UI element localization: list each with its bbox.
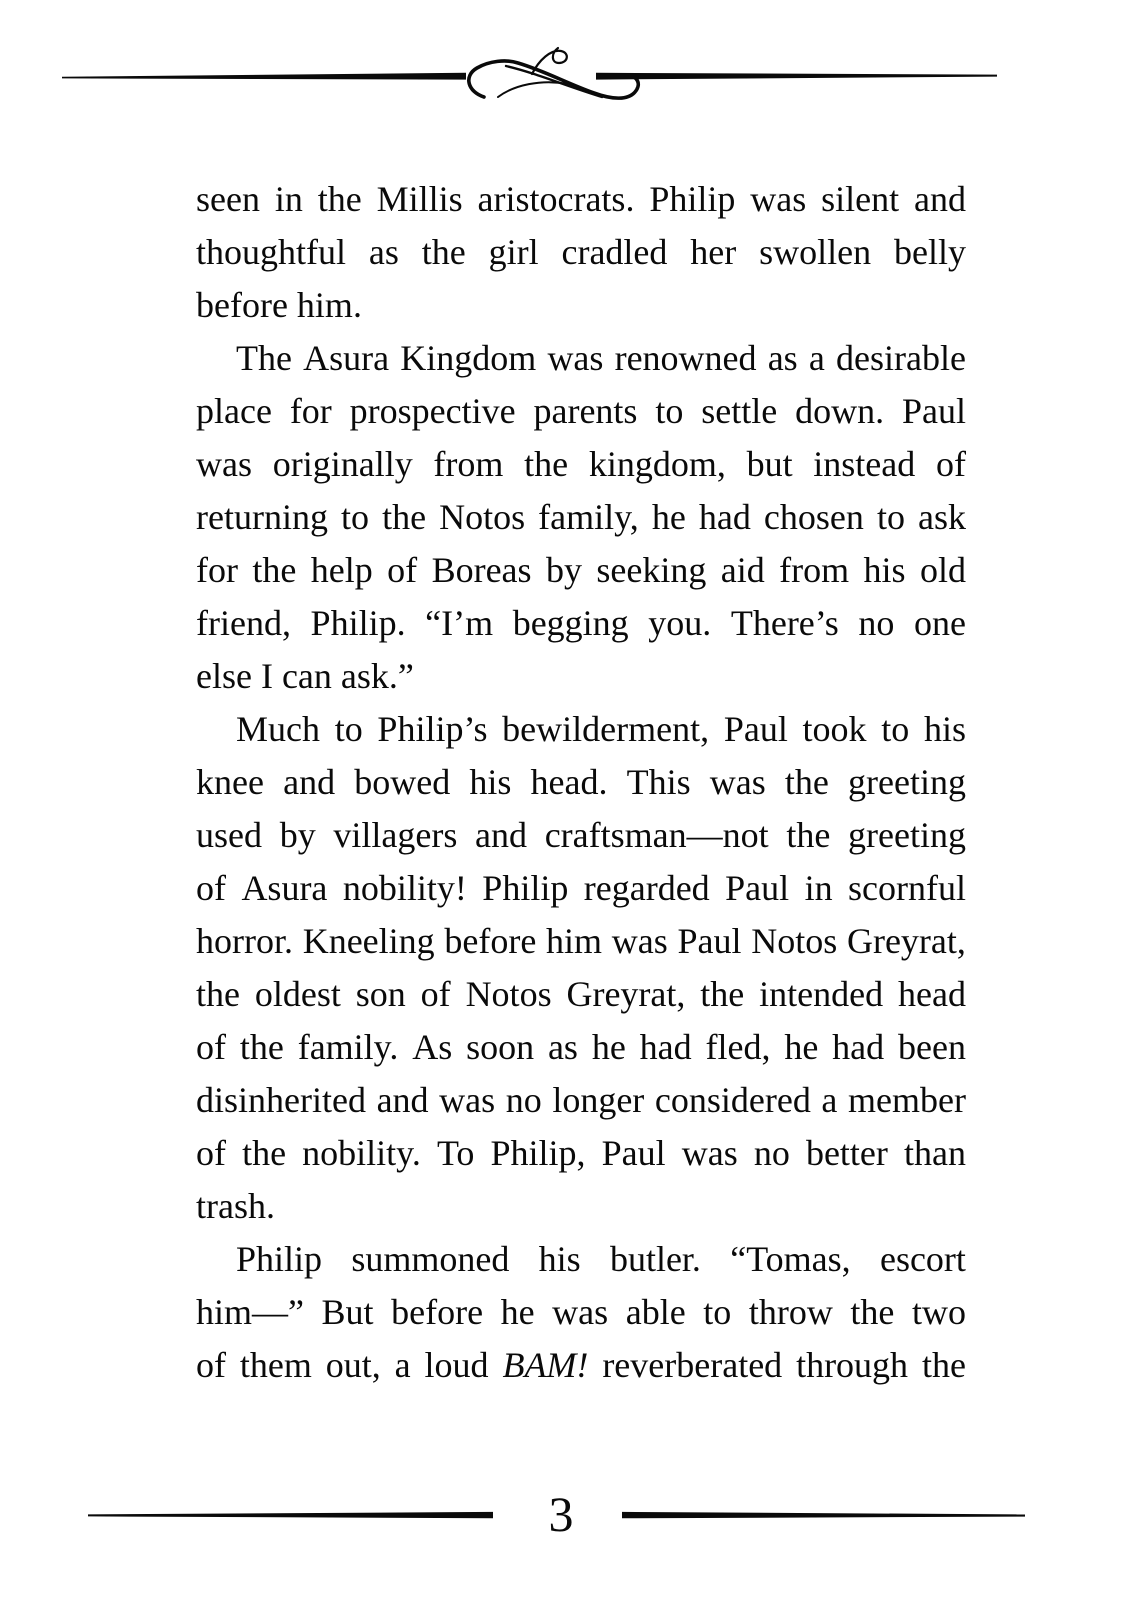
- word: a: [808, 338, 825, 378]
- word: Paul: [901, 391, 966, 431]
- word: he: [784, 1027, 819, 1067]
- word: escort: [879, 1239, 966, 1279]
- word: bewilderment,: [502, 709, 710, 749]
- word: and: [376, 1080, 429, 1120]
- word: seeking: [596, 550, 707, 590]
- word: his: [863, 550, 906, 590]
- word: the: [524, 444, 569, 484]
- word: was: [750, 179, 807, 219]
- word: no: [753, 1133, 790, 1173]
- word: of: [420, 974, 451, 1014]
- word: by: [545, 550, 582, 590]
- word: Paul: [725, 868, 790, 908]
- word: from: [433, 444, 504, 484]
- word: had: [639, 1027, 692, 1067]
- word: instead: [813, 444, 916, 484]
- word: Kingdom: [400, 338, 537, 378]
- text-line: [196, 915, 966, 968]
- word: been: [898, 1027, 966, 1067]
- word: them: [239, 1345, 312, 1385]
- word: his: [469, 762, 512, 802]
- word: originally: [272, 444, 413, 484]
- word: he: [591, 1027, 626, 1067]
- word: for: [289, 391, 332, 431]
- word: old: [919, 550, 966, 590]
- word: her: [690, 232, 737, 272]
- text-line: [196, 1339, 966, 1392]
- word: horror.: [196, 921, 293, 961]
- word: down.: [795, 391, 885, 431]
- word: aid: [720, 550, 765, 590]
- word: parents: [533, 391, 638, 431]
- text-line: [196, 968, 966, 1021]
- word: scornful: [848, 868, 966, 908]
- word: Paul: [723, 709, 788, 749]
- word: the: [196, 974, 240, 1014]
- word: he: [500, 1292, 535, 1332]
- word: to: [341, 497, 370, 537]
- word: desirable: [836, 338, 966, 378]
- word: through: [796, 1345, 909, 1385]
- word: before: [444, 921, 537, 961]
- word: a: [821, 1080, 838, 1120]
- word: in: [804, 868, 833, 908]
- text-line: [196, 862, 966, 915]
- word: to: [876, 497, 905, 537]
- text-line: else I can ask.”: [196, 656, 414, 696]
- word: to: [655, 391, 684, 431]
- text-line: [196, 1286, 966, 1339]
- word: aristocrats.: [477, 179, 635, 219]
- word: intended: [759, 974, 884, 1014]
- text-line: [196, 173, 966, 226]
- word: Kneeling: [302, 921, 435, 961]
- word: bowed: [354, 762, 451, 802]
- word: but: [746, 444, 793, 484]
- word: Greyrat,: [566, 974, 686, 1014]
- word: one: [913, 603, 966, 643]
- word: from: [779, 550, 850, 590]
- word: settle: [701, 391, 778, 431]
- word: by: [279, 815, 316, 855]
- word: two: [911, 1292, 966, 1332]
- word: Asura: [303, 338, 390, 378]
- word: Philip: [482, 868, 569, 908]
- word: was: [552, 1292, 609, 1332]
- word: the: [239, 1027, 284, 1067]
- word: to: [334, 709, 363, 749]
- word: no: [505, 1080, 542, 1120]
- word: the: [921, 1345, 966, 1385]
- word: out,: [325, 1345, 381, 1385]
- word: no: [858, 603, 895, 643]
- word: loud: [424, 1345, 489, 1385]
- text-line: before him.: [196, 285, 362, 325]
- word: friend,: [196, 603, 291, 643]
- word: and: [913, 179, 966, 219]
- text-line: [196, 385, 966, 438]
- word: his: [923, 709, 966, 749]
- word: and: [475, 815, 528, 855]
- word: member: [848, 1080, 966, 1120]
- word: girl: [488, 232, 539, 272]
- word: nobility.: [302, 1133, 421, 1173]
- text-line: [196, 1021, 966, 1074]
- word: chosen: [763, 497, 864, 537]
- word: greeting: [848, 762, 966, 802]
- word: oldest: [254, 974, 341, 1014]
- word: to: [881, 709, 910, 749]
- word: Notos: [751, 921, 838, 961]
- word: Millis: [376, 179, 463, 219]
- word: head.: [530, 762, 608, 802]
- word: Philip: [649, 179, 736, 219]
- word: as: [368, 232, 399, 272]
- text-line: [196, 1074, 966, 1127]
- word: was: [681, 1133, 738, 1173]
- word: Boreas: [431, 550, 532, 590]
- word: throw: [748, 1292, 833, 1332]
- word: the: [850, 1292, 895, 1332]
- word: was: [611, 921, 668, 961]
- header-right-rule: [596, 73, 997, 80]
- header-left-rule: [62, 73, 466, 80]
- text-line: [196, 226, 966, 279]
- word: of: [936, 444, 966, 484]
- word: family.: [297, 1027, 399, 1067]
- word: silent: [821, 179, 900, 219]
- word: for: [196, 550, 238, 590]
- word: returning: [196, 497, 328, 537]
- word: Philip: [236, 1239, 323, 1279]
- word: able: [625, 1292, 686, 1332]
- word: he: [651, 497, 686, 537]
- word: summoned: [351, 1239, 510, 1279]
- word: regarded: [583, 868, 710, 908]
- text-line: [196, 438, 966, 491]
- word: the: [242, 1133, 287, 1173]
- text-line: [196, 491, 966, 544]
- page-text: [196, 173, 966, 1392]
- word: the: [700, 974, 745, 1014]
- word: butler.: [609, 1239, 701, 1279]
- word: reverberated: [602, 1345, 783, 1385]
- text-line: [196, 809, 966, 862]
- word: his: [538, 1239, 581, 1279]
- word: soon: [466, 1027, 535, 1067]
- word: in: [274, 179, 303, 219]
- word: was: [196, 444, 252, 484]
- word: help: [310, 550, 373, 590]
- word: craftsman—not: [544, 815, 769, 855]
- word: ask: [918, 497, 966, 537]
- word: Philip,: [490, 1133, 586, 1173]
- word: kingdom,: [588, 444, 726, 484]
- word: better: [805, 1133, 888, 1173]
- word: Asura: [241, 868, 328, 908]
- word: Philip’s: [377, 709, 488, 749]
- word: family,: [538, 497, 639, 537]
- word: was: [709, 762, 766, 802]
- word: considered: [654, 1080, 811, 1120]
- word: as: [547, 1027, 578, 1067]
- word: villagers: [333, 815, 458, 855]
- text-line: [196, 597, 966, 650]
- word: was: [439, 1080, 496, 1120]
- word: belly: [894, 232, 966, 272]
- word: fled,: [705, 1027, 771, 1067]
- word: To: [436, 1133, 475, 1173]
- word: the: [317, 179, 362, 219]
- text-line: [196, 1233, 966, 1286]
- page-number: 3: [548, 1486, 574, 1542]
- word: knee: [196, 762, 264, 802]
- word: disinherited: [196, 1080, 366, 1120]
- word: As: [412, 1027, 453, 1067]
- word: and: [283, 762, 336, 802]
- word: Greyrat,: [846, 921, 966, 961]
- word: Notos: [439, 497, 526, 537]
- word: the: [252, 550, 297, 590]
- word: begging: [512, 603, 629, 643]
- word: “Tomas,: [730, 1239, 851, 1279]
- word: thoughtful: [196, 232, 346, 272]
- word: of: [196, 1027, 226, 1067]
- word: prospective: [349, 391, 516, 431]
- word: was: [547, 338, 604, 378]
- word: Paul: [601, 1133, 666, 1173]
- word: renowned: [614, 338, 757, 378]
- word: than: [903, 1133, 966, 1173]
- word: longer: [552, 1080, 645, 1120]
- word: had: [832, 1027, 885, 1067]
- word: as: [767, 338, 798, 378]
- word: the: [421, 232, 466, 272]
- word: him: [546, 921, 603, 961]
- word: before: [391, 1292, 484, 1332]
- word: to: [703, 1292, 732, 1332]
- word: Paul: [677, 921, 742, 961]
- word: of: [196, 1345, 226, 1385]
- word: nobility!: [342, 868, 467, 908]
- word: But: [321, 1292, 374, 1332]
- text-line: [196, 544, 966, 597]
- word: greeting: [848, 815, 966, 855]
- text-line: [196, 1127, 966, 1180]
- word: The: [236, 338, 292, 378]
- word: him—”: [196, 1292, 304, 1332]
- header-divider: [0, 0, 1122, 130]
- word: the: [786, 815, 831, 855]
- word: seen: [196, 179, 260, 219]
- word: of: [196, 868, 226, 908]
- word: a: [394, 1345, 411, 1385]
- word: This: [626, 762, 691, 802]
- word: took: [802, 709, 867, 749]
- word: had: [698, 497, 751, 537]
- word: Philip.: [310, 603, 406, 643]
- word: swollen: [759, 232, 872, 272]
- word: the: [382, 497, 427, 537]
- italic-word: BAM!: [502, 1345, 589, 1385]
- word: Much: [236, 709, 320, 749]
- word: place: [196, 391, 272, 431]
- word: you.: [648, 603, 712, 643]
- text-line: [196, 756, 966, 809]
- text-line: [196, 332, 966, 385]
- word: of: [196, 1133, 226, 1173]
- word: There’s: [730, 603, 839, 643]
- word: Notos: [465, 974, 552, 1014]
- text-line: trash.: [196, 1186, 275, 1226]
- word: head: [898, 974, 966, 1014]
- word: of: [387, 550, 418, 590]
- word: cradled: [561, 232, 668, 272]
- text-line: [196, 703, 966, 756]
- word: son: [355, 974, 406, 1014]
- word: “I’m: [425, 603, 494, 643]
- word: used: [196, 815, 262, 855]
- word: the: [784, 762, 829, 802]
